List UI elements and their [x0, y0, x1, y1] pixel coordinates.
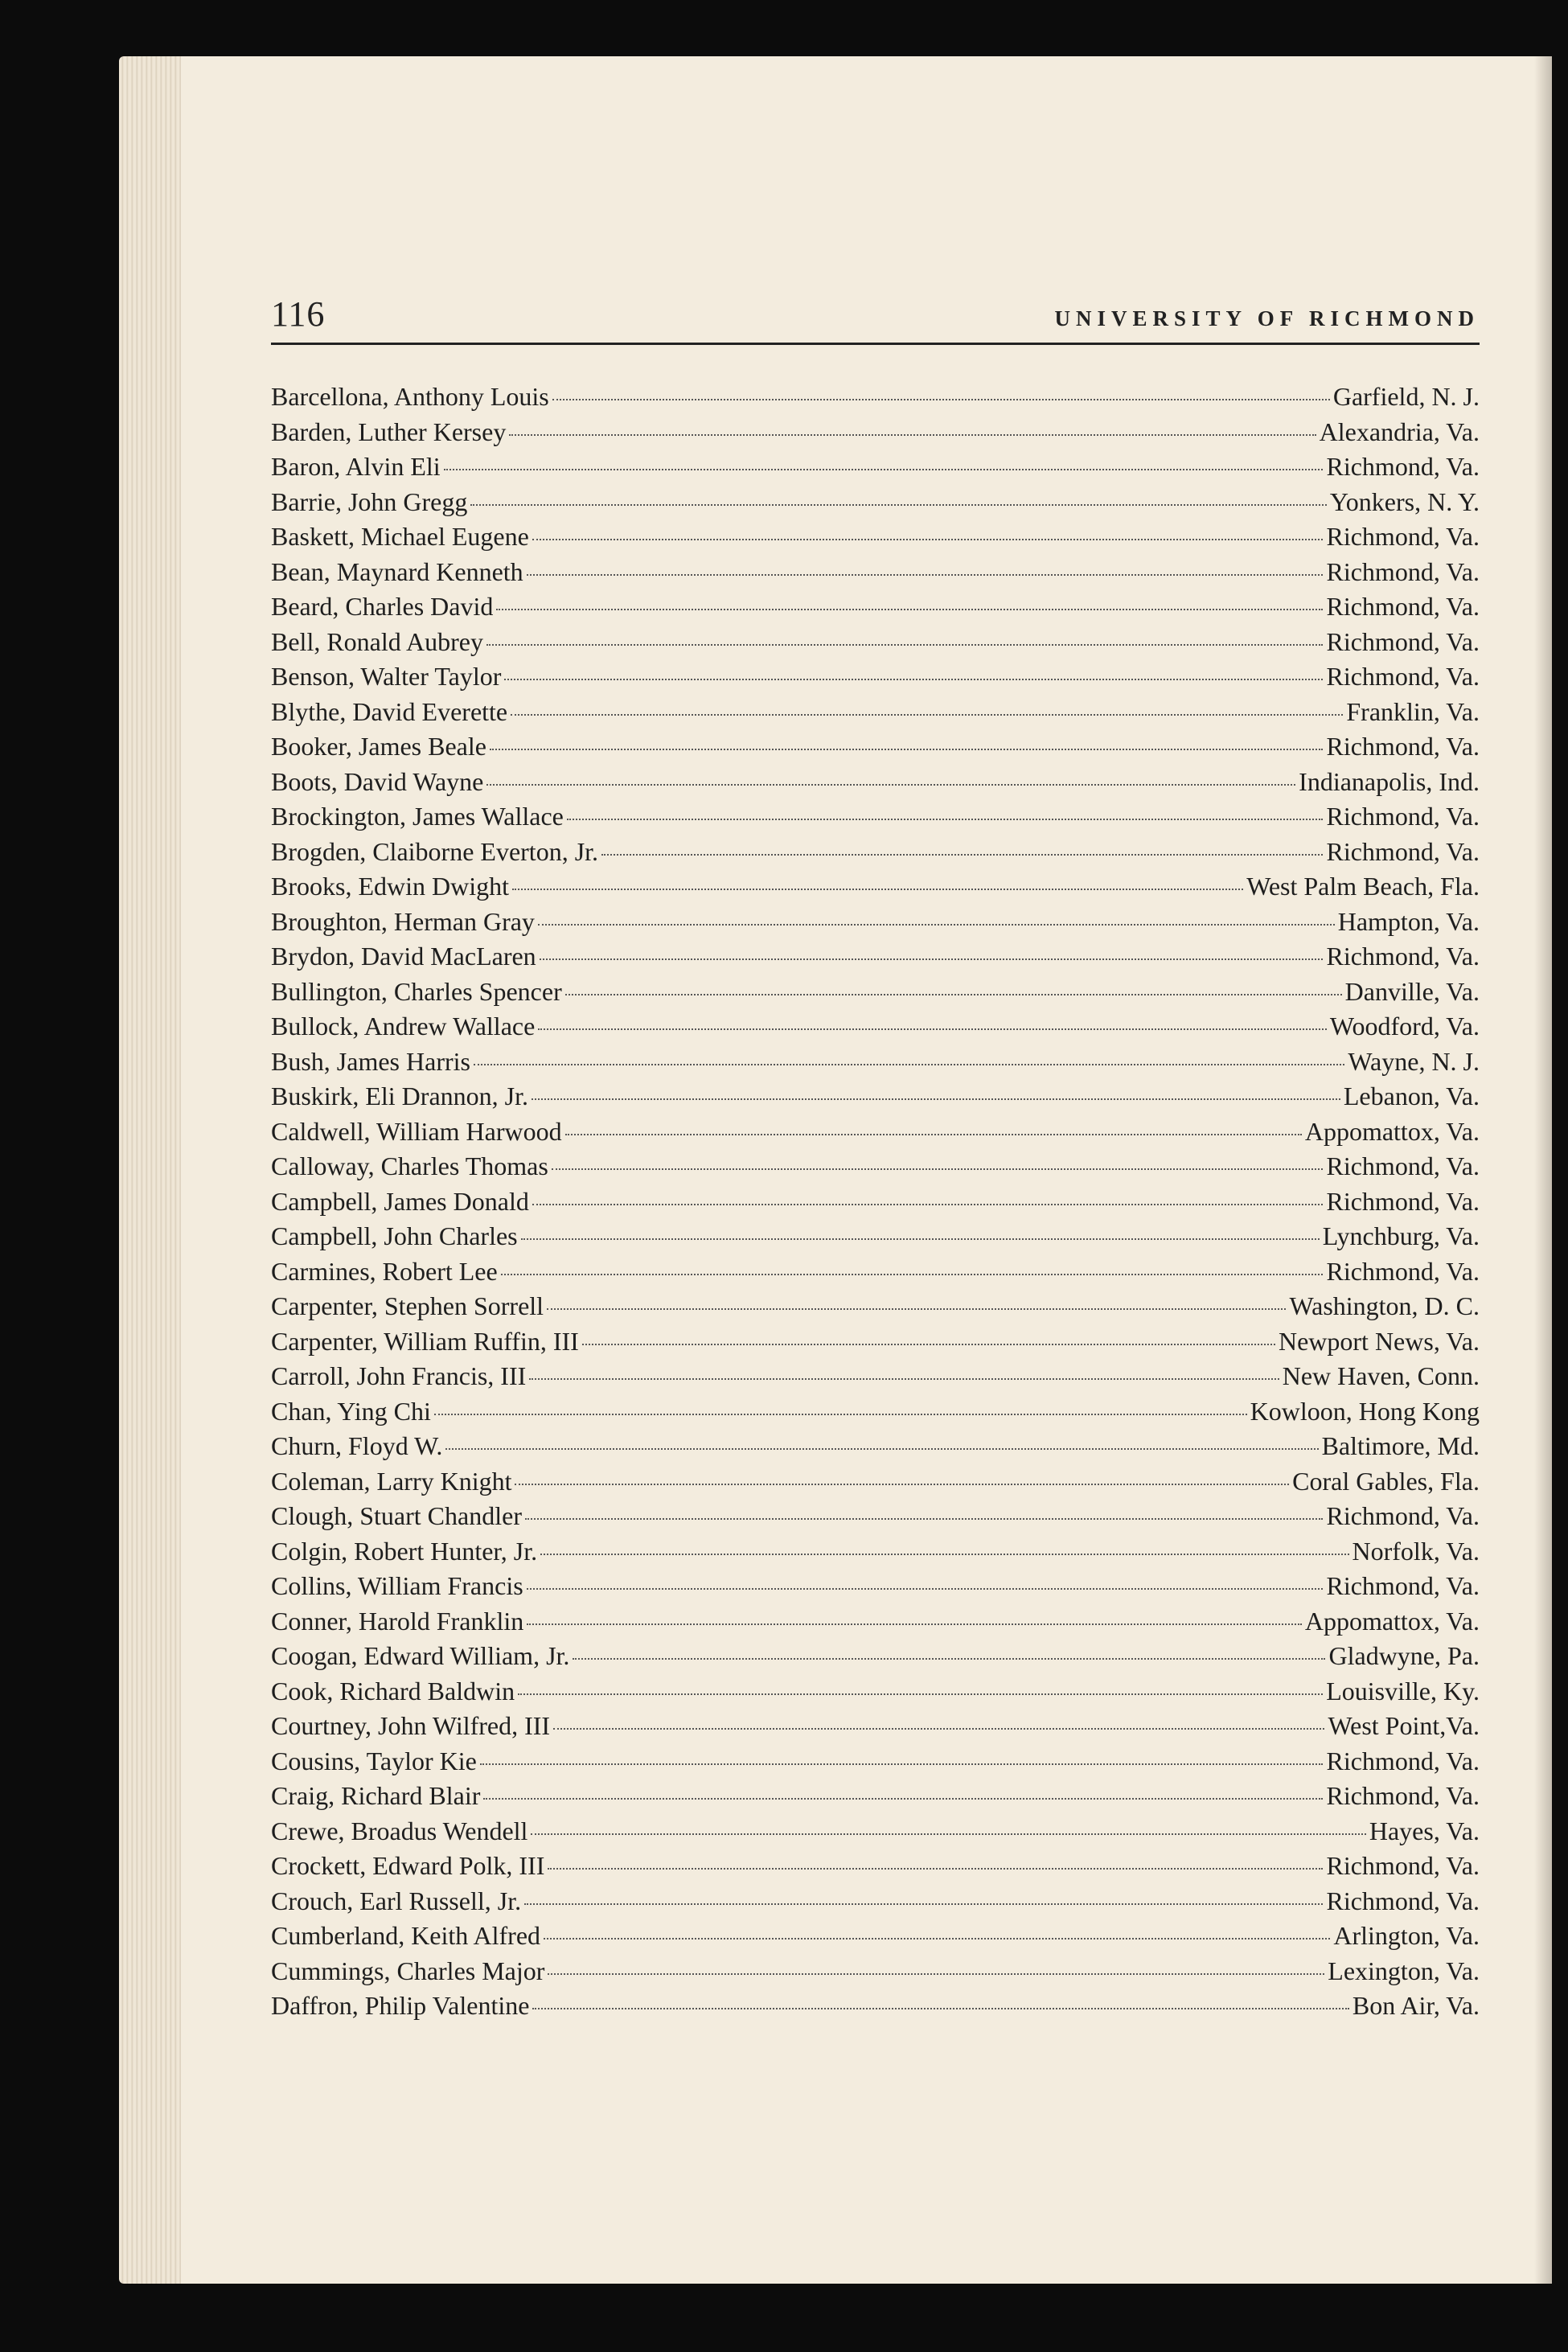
- hometown: Norfolk, Va.: [1352, 1536, 1480, 1566]
- dot-leader: [496, 609, 1323, 610]
- student-name: Collins, William Francis: [271, 1571, 523, 1600]
- list-item: [271, 452, 1480, 487]
- dot-leader: [518, 1693, 1323, 1695]
- dot-leader: [524, 1903, 1323, 1905]
- dot-leader: [527, 1588, 1324, 1590]
- list-item: [271, 1082, 1480, 1117]
- list-item: [271, 1431, 1480, 1467]
- student-name: Caldwell, William Harwood: [271, 1116, 562, 1146]
- list-item: [271, 487, 1480, 523]
- student-name: Chan, Ying Chi: [271, 1396, 431, 1426]
- hometown: Appomattox, Va.: [1304, 1116, 1480, 1146]
- list-item: [271, 662, 1480, 697]
- hometown: Danville, Va.: [1344, 976, 1480, 1006]
- student-name: Brockington, James Wallace: [271, 802, 564, 831]
- list-item: [271, 522, 1480, 557]
- hometown: Appomattox, Va.: [1304, 1606, 1480, 1636]
- student-name: Cousins, Taylor Kie: [271, 1746, 477, 1775]
- hometown: Richmond, Va.: [1326, 1571, 1480, 1600]
- student-name: Daffron, Philip Valentine: [271, 1991, 530, 2020]
- dot-leader: [515, 1484, 1289, 1485]
- hometown: Richmond, Va.: [1326, 1886, 1480, 1915]
- student-name: Carroll, John Francis, III: [271, 1361, 527, 1390]
- list-item: [271, 1117, 1480, 1152]
- student-name: Baskett, Michael Eugene: [271, 522, 529, 551]
- dot-leader: [486, 644, 1324, 646]
- dot-leader: [511, 714, 1343, 716]
- student-name: Cook, Richard Baldwin: [271, 1676, 515, 1706]
- hometown: Woodford, Va.: [1329, 1012, 1480, 1041]
- hometown: Kowloon, Hong Kong: [1250, 1396, 1480, 1426]
- dot-leader: [525, 1518, 1324, 1520]
- student-name: Bush, James Harris: [271, 1046, 470, 1076]
- dot-leader: [501, 1274, 1324, 1275]
- student-name: Blythe, David Everette: [271, 696, 508, 726]
- list-item: [271, 1607, 1480, 1642]
- student-name: Carmines, Robert Lee: [271, 1256, 498, 1286]
- hometown: Baltimore, Md.: [1321, 1431, 1480, 1460]
- list-item: [271, 1537, 1480, 1572]
- hometown: Hampton, Va.: [1337, 906, 1480, 936]
- hometown: Washington, D. C.: [1289, 1291, 1480, 1320]
- hometown: West Point,Va.: [1328, 1711, 1480, 1740]
- dot-leader: [552, 1168, 1324, 1170]
- student-name: Boots, David Wayne: [271, 766, 484, 796]
- hometown: New Haven, Conn.: [1282, 1361, 1480, 1390]
- list-item: [271, 1921, 1480, 1956]
- student-name: Craig, Richard Blair: [271, 1781, 481, 1810]
- hometown: Yonkers, N. Y.: [1329, 486, 1480, 516]
- hometown: Richmond, Va.: [1326, 836, 1480, 866]
- dot-leader: [540, 1554, 1348, 1555]
- page-gutter: [1534, 56, 1552, 2284]
- dot-leader: [474, 1064, 1344, 1065]
- dot-leader: [582, 1344, 1275, 1345]
- dot-leader: [565, 1134, 1302, 1135]
- student-name: Crockett, Edward Polk, III: [271, 1851, 545, 1880]
- student-name: Bullock, Andrew Wallace: [271, 1012, 536, 1041]
- student-name: Calloway, Charles Thomas: [271, 1151, 548, 1180]
- dot-leader: [480, 1763, 1324, 1765]
- list-item: [271, 1291, 1480, 1327]
- list-item: [271, 802, 1480, 837]
- list-item: [271, 1571, 1480, 1607]
- list-item: [271, 1816, 1480, 1852]
- dot-leader: [470, 504, 1327, 506]
- dot-leader: [532, 1204, 1324, 1205]
- dot-leader: [538, 924, 1335, 926]
- hometown: Richmond, Va.: [1326, 1851, 1480, 1880]
- student-name: Coleman, Larry Knight: [271, 1466, 512, 1496]
- student-name: Broughton, Herman Gray: [271, 906, 535, 936]
- student-directory-list: [271, 382, 1480, 2026]
- list-item: [271, 767, 1480, 802]
- student-name: Beard, Charles David: [271, 592, 494, 621]
- student-name: Bell, Ronald Aubrey: [271, 626, 483, 656]
- student-name: Barrie, John Gregg: [271, 486, 468, 516]
- list-item: [271, 732, 1480, 767]
- hometown: Franklin, Va.: [1346, 696, 1480, 726]
- dot-leader: [532, 539, 1324, 540]
- hometown: Richmond, Va.: [1326, 1151, 1480, 1180]
- student-name: Bullington, Charles Spencer: [271, 976, 562, 1006]
- list-item: [271, 837, 1480, 872]
- dot-leader: [544, 1938, 1330, 1939]
- dot-leader: [527, 1623, 1302, 1625]
- student-name: Crouch, Earl Russell, Jr.: [271, 1886, 522, 1915]
- student-name: Crewe, Broadus Wendell: [271, 1816, 528, 1845]
- student-name: Buskirk, Eli Drannon, Jr.: [271, 1082, 528, 1110]
- student-name: Baron, Alvin Eli: [271, 452, 441, 481]
- dot-leader: [532, 2008, 1348, 2009]
- dot-leader: [490, 749, 1324, 750]
- dot-leader: [573, 1658, 1325, 1660]
- dot-leader: [567, 819, 1324, 820]
- hometown: Newport News, Va.: [1278, 1326, 1480, 1356]
- hometown: Richmond, Va.: [1326, 626, 1480, 656]
- running-title: UNIVERSITY OF RICHMOND: [1054, 306, 1480, 330]
- hometown: Gladwyne, Pa.: [1328, 1641, 1480, 1670]
- hometown: Richmond, Va.: [1326, 556, 1480, 586]
- hometown: Richmond, Va.: [1326, 1746, 1480, 1775]
- dot-leader: [521, 1238, 1320, 1240]
- student-name: Cumberland, Keith Alfred: [271, 1921, 541, 1950]
- student-name: Barcellona, Anthony Louis: [271, 382, 549, 411]
- hometown: Richmond, Va.: [1326, 522, 1480, 551]
- student-name: Benson, Walter Taylor: [271, 662, 502, 691]
- list-item: [271, 1991, 1480, 2026]
- dot-leader: [548, 1973, 1324, 1975]
- list-item: [271, 1677, 1480, 1712]
- hometown: Lexington, Va.: [1328, 1956, 1480, 1985]
- list-item: [271, 942, 1480, 977]
- dot-leader: [565, 994, 1342, 995]
- dot-leader: [547, 1308, 1286, 1310]
- list-item: [271, 557, 1480, 593]
- list-item: [271, 627, 1480, 663]
- student-name: Conner, Harold Franklin: [271, 1606, 524, 1636]
- hometown: Richmond, Va.: [1326, 452, 1480, 481]
- hometown: Hayes, Va.: [1369, 1816, 1480, 1845]
- list-item: [271, 1956, 1480, 1992]
- hometown: Alexandria, Va.: [1319, 417, 1480, 446]
- dot-leader: [483, 1798, 1323, 1800]
- hometown: Richmond, Va.: [1326, 592, 1480, 621]
- hometown: Garfield, N. J.: [1332, 382, 1480, 411]
- hometown: Lynchburg, Va.: [1322, 1221, 1480, 1250]
- hometown: Richmond, Va.: [1326, 942, 1480, 971]
- student-name: Churn, Floyd W.: [271, 1431, 443, 1460]
- hometown: Richmond, Va.: [1326, 662, 1480, 691]
- hometown: Bon Air, Va.: [1352, 1991, 1480, 2020]
- student-name: Brogden, Claiborne Everton, Jr.: [271, 836, 599, 866]
- list-item: [271, 1327, 1480, 1362]
- hometown: West Palm Beach, Fla.: [1246, 872, 1480, 901]
- student-name: Barden, Luther Kersey: [271, 417, 507, 446]
- student-name: Colgin, Robert Hunter, Jr.: [271, 1536, 538, 1566]
- hometown: Wayne, N. J.: [1348, 1046, 1480, 1076]
- dot-leader: [532, 1098, 1340, 1100]
- hometown: Indianapolis, Ind.: [1299, 766, 1480, 796]
- list-item: [271, 1397, 1480, 1432]
- dot-leader: [531, 1833, 1365, 1835]
- student-name: Courtney, John Wilfred, III: [271, 1711, 551, 1740]
- dot-leader: [509, 434, 1316, 436]
- list-item: [271, 1781, 1480, 1816]
- hometown: Arlington, Va.: [1333, 1921, 1480, 1950]
- page-header: [271, 286, 1480, 345]
- student-name: Carpenter, William Ruffin, III: [271, 1326, 579, 1356]
- hometown: Richmond, Va.: [1326, 1781, 1480, 1810]
- dot-leader: [540, 958, 1324, 960]
- student-name: Bean, Maynard Kenneth: [271, 556, 523, 586]
- dot-leader: [486, 784, 1295, 786]
- list-item: [271, 1047, 1480, 1082]
- list-item: [271, 1501, 1480, 1537]
- hometown: Louisville, Ky.: [1326, 1676, 1480, 1706]
- hometown: Richmond, Va.: [1326, 732, 1480, 761]
- list-item: [271, 1886, 1480, 1922]
- student-name: Clough, Stuart Chandler: [271, 1501, 522, 1530]
- dot-leader: [538, 1028, 1327, 1030]
- student-name: Cummings, Charles Major: [271, 1956, 545, 1985]
- list-item: [271, 417, 1480, 453]
- student-name: Campbell, James Donald: [271, 1186, 529, 1216]
- hometown: Richmond, Va.: [1326, 1501, 1480, 1530]
- dot-leader: [512, 889, 1243, 890]
- list-item: [271, 592, 1480, 627]
- list-item: [271, 872, 1480, 907]
- list-item: [271, 977, 1480, 1012]
- list-item: [271, 1747, 1480, 1782]
- dot-leader: [527, 574, 1324, 576]
- dot-leader: [548, 1868, 1323, 1870]
- dot-leader: [434, 1414, 1247, 1415]
- student-name: Campbell, John Charles: [271, 1221, 518, 1250]
- student-name: Booker, James Beale: [271, 732, 486, 761]
- list-item: [271, 1151, 1480, 1187]
- list-item: [271, 1012, 1480, 1047]
- student-name: Brooks, Edwin Dwight: [271, 872, 509, 901]
- dot-leader: [553, 1728, 1324, 1730]
- hometown: Richmond, Va.: [1326, 1186, 1480, 1216]
- hometown: Richmond, Va.: [1326, 1256, 1480, 1286]
- list-item: [271, 1641, 1480, 1677]
- dot-leader: [529, 1378, 1279, 1380]
- list-item: [271, 1467, 1480, 1502]
- student-name: Brydon, David MacLaren: [271, 942, 536, 971]
- dot-leader: [552, 399, 1330, 400]
- dot-leader: [445, 1448, 1318, 1450]
- list-item: [271, 1361, 1480, 1397]
- list-item: [271, 382, 1480, 417]
- list-item: [271, 1257, 1480, 1292]
- dot-leader: [601, 854, 1323, 856]
- hometown: Lebanon, Va.: [1343, 1082, 1480, 1110]
- list-item: [271, 1187, 1480, 1222]
- student-name: Carpenter, Stephen Sorrell: [271, 1291, 544, 1320]
- list-item: [271, 1221, 1480, 1257]
- list-item: [271, 1851, 1480, 1886]
- student-name: Coogan, Edward William, Jr.: [271, 1641, 570, 1670]
- list-item: [271, 907, 1480, 942]
- hometown: Richmond, Va.: [1326, 802, 1480, 831]
- hometown: Coral Gables, Fla.: [1292, 1466, 1480, 1496]
- dot-leader: [444, 469, 1324, 470]
- dot-leader: [504, 679, 1323, 680]
- list-item: [271, 697, 1480, 733]
- list-item: [271, 1711, 1480, 1747]
- page-number: 116: [271, 294, 326, 334]
